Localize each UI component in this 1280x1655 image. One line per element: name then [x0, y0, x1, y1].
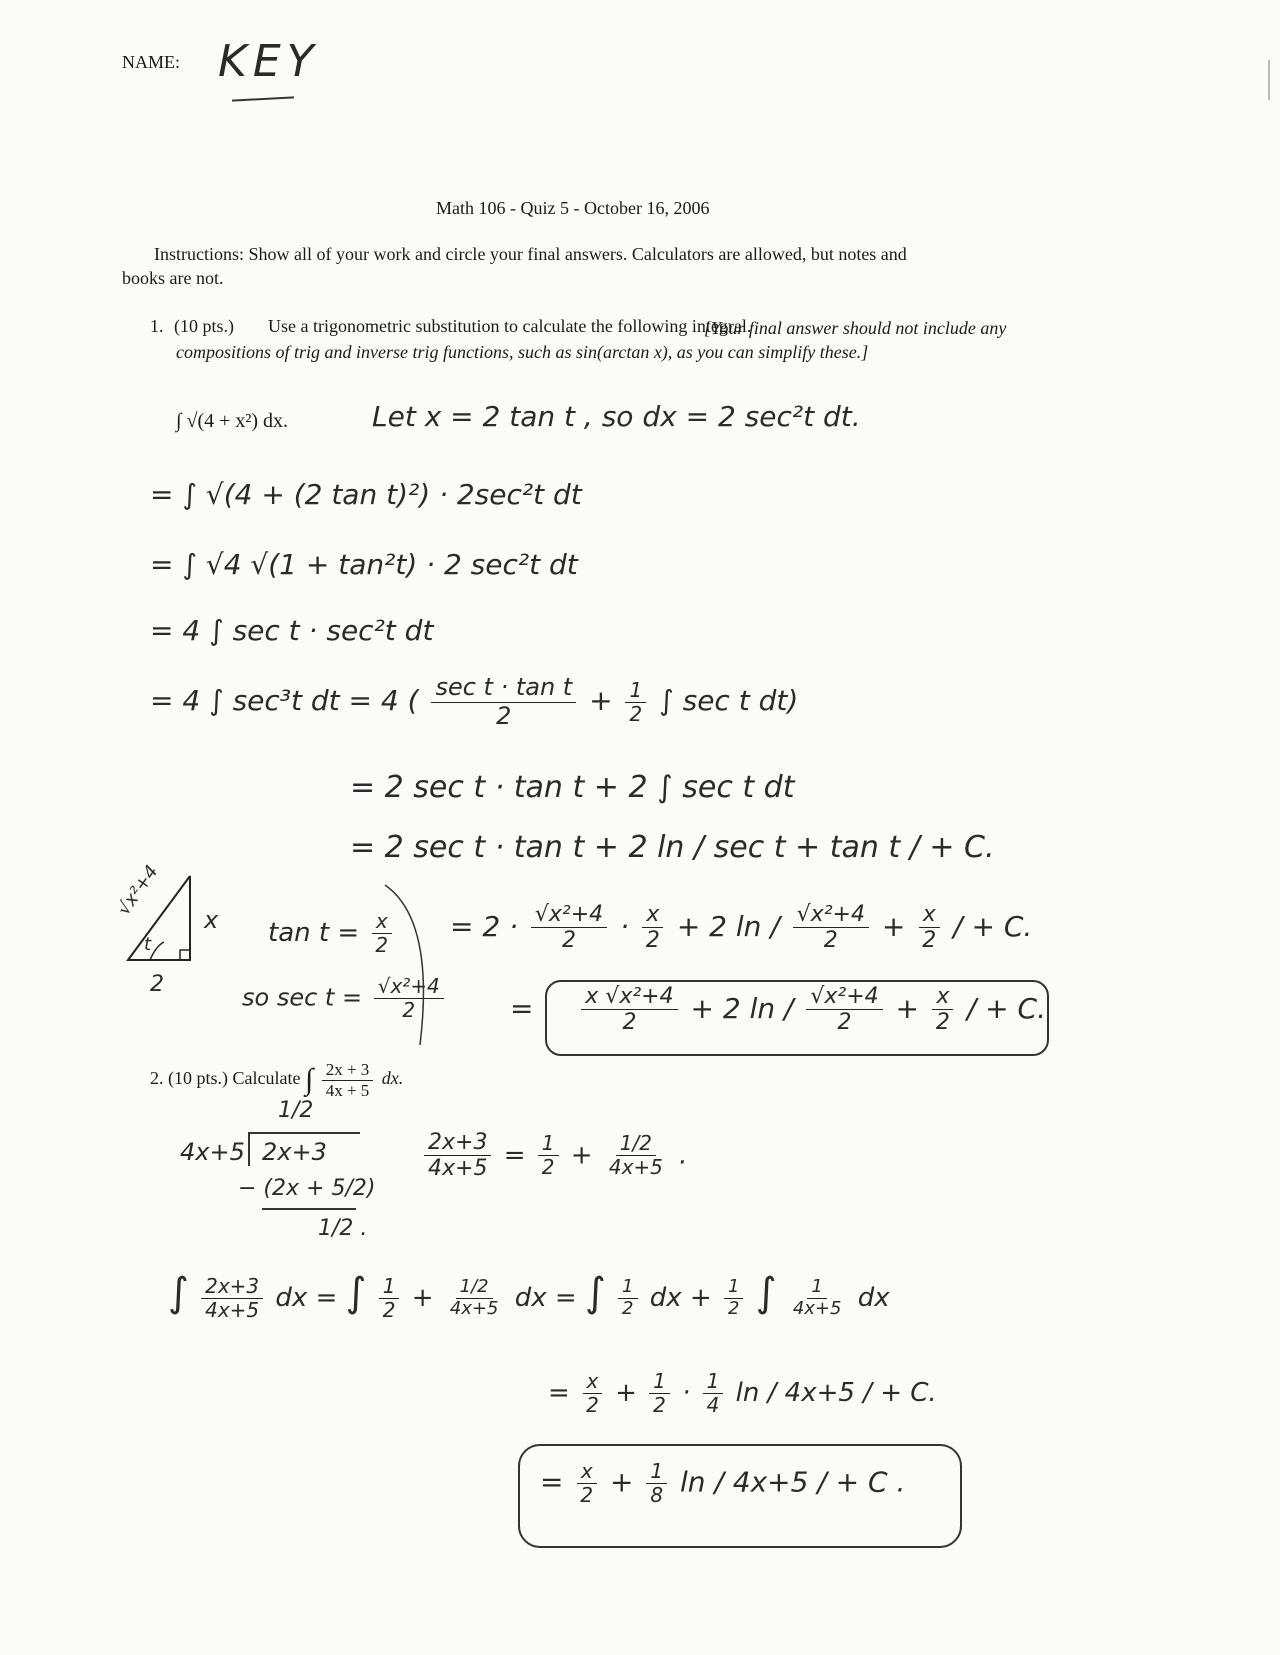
scan-edge-mark — [1268, 60, 1270, 100]
tan-relation: tan t = $\frac{x}{2}$ — [268, 910, 396, 957]
sec-relation: so sec t = $\frac{\text{√x²+4}}{2}$ — [242, 975, 448, 1022]
bracket-curve — [380, 880, 440, 1050]
step-3: = 4 ∫ sec t · sec²t dt — [150, 614, 434, 647]
step-1: = ∫ √(4 + (2 tan t)²) · 2sec²t dt — [150, 478, 582, 511]
instructions-line-1: Instructions: Show all of your work and circle your final answers. Calculators are allowed, but notes and — [154, 244, 907, 264]
division-quotient: 1/2 — [278, 1098, 314, 1123]
quiz-title: Math 106 - Quiz 5 - October 16, 2006 — [436, 198, 710, 218]
problem-1-integral: ∫ √(4 + x²) dx. — [176, 410, 289, 432]
problem-1-note: [Your final answer should not include any compositions of trig and inverse trig functions, such as sin(arctan x), as you can simplify these.] — [176, 318, 1007, 362]
substituted-line: = 2 · $\frac{\text{√x²+4}}{2}$ · $\frac{x}{2}$ + 2 ln / $\frac{\text{√x²+4}}{2}$ + $\frac{x}{2}$ / + C. — [450, 902, 1033, 954]
triangle-opposite: x — [204, 906, 219, 934]
problem-2-prompt: 2. (10 pts.) Calculate ∫ $\frac{2x + 3}{4x + 5}$ dx. — [150, 1060, 404, 1100]
name-value: KEY — [218, 36, 320, 87]
step-2: = ∫ √4 √(1 + tan²t) · 2 sec²t dt — [150, 548, 578, 581]
substitution-note: Let x = 2 tan t , so dx = 2 sec²t dt. — [372, 400, 861, 433]
problem-1-points: (10 pts.) — [174, 316, 234, 336]
instructions-line-2: books are not. — [122, 268, 224, 288]
step-5: = 2 sec t · tan t + 2 ∫ sec t dt — [350, 770, 795, 805]
division-dividend: 2x+3 — [262, 1138, 327, 1166]
division-divisor: 4x+5 — [180, 1138, 245, 1166]
problem-1-final-answer: = $\frac{\text{x √x²+4}}{2}$ + 2 ln / $\frac{\text{√x²+4}}{2}$ + $\frac{x}{2}$ / + C. — [510, 984, 1046, 1036]
triangle-hypotenuse: √x²+4 — [113, 861, 163, 920]
problem-1-number: 1. — [150, 316, 164, 336]
problem-1-text: Use a trigonometric substitution to calculate the following integral. — [268, 316, 752, 336]
division-subtract: − (2x + 5/2) — [238, 1176, 376, 1201]
triangle-adjacent: 2 — [150, 972, 164, 997]
division-remainder: 1/2 . — [318, 1216, 368, 1241]
division-rule — [262, 1208, 356, 1210]
name-underline — [232, 96, 294, 101]
name-label: NAME: — [122, 52, 180, 72]
problem-2-line-2: = $\frac{x}{2}$ + $\frac{1}{2}$ · $\frac{1}{4}$ ln / 4x+5 / + C. — [548, 1369, 937, 1417]
step-6: = 2 sec t · tan t + 2 ln / sec t + tan t / + C. — [350, 830, 995, 865]
rewrite-fraction: $\frac{2x+3}{4x+5}$ = $\frac{1}{2}$ + $\frac{1/2}{4x+5}$ . — [420, 1130, 687, 1182]
triangle-angle: t — [144, 934, 152, 955]
problem-2-final-answer: = $\frac{x}{2}$ + $\frac{1}{8}$ ln / 4x+5 / + C . — [540, 1459, 906, 1507]
problem-2-line-1: ∫ $\frac{2x+3}{4x+5}$ dx = ∫ $\frac{1}{2}$ + $\frac{1/2}{4x+5}$ dx = ∫ $\frac{1}{2}$ dx + $\frac{1}{2}$ ∫ $\frac{1}{4x+5}$ dx — [168, 1270, 890, 1322]
step-4: = 4 ∫ sec³t dt = 4 ( $\frac{\text{sec t · tan t}}{2}$ + $\frac{1}{2}$ ∫ sec t dt) — [150, 673, 799, 730]
